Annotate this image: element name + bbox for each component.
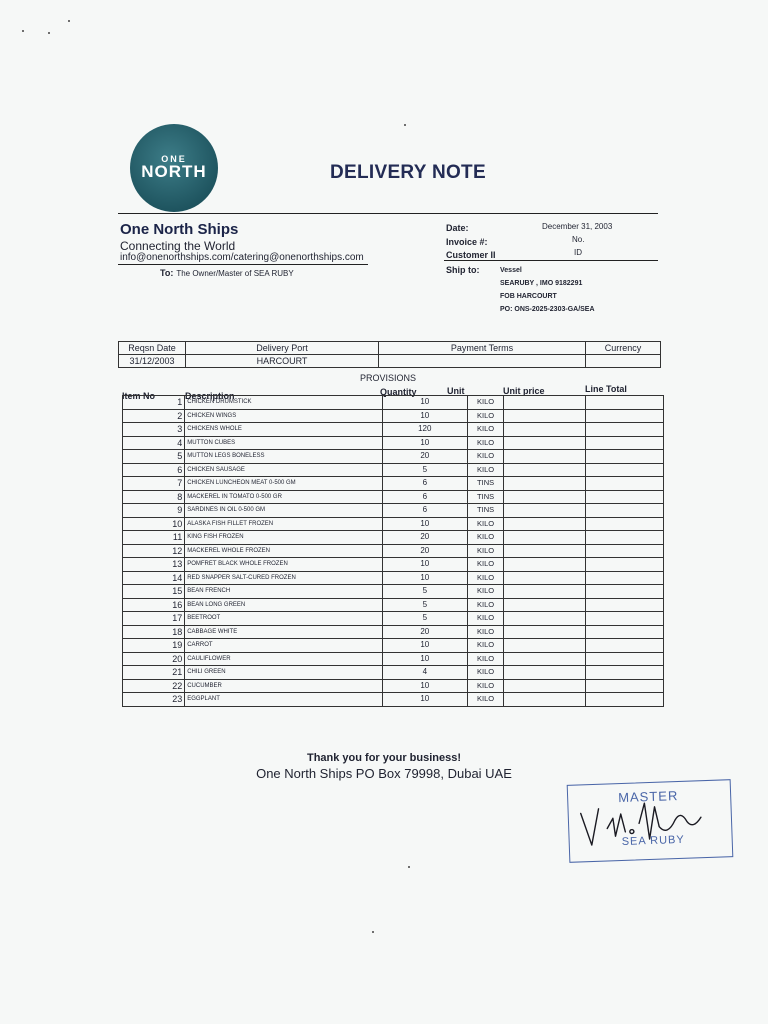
item-desc-cell: BEETROOT bbox=[185, 612, 383, 626]
item-unit-price-cell bbox=[504, 517, 586, 531]
item-line-total-cell bbox=[586, 585, 664, 599]
item-desc-cell: ALASKA FISH FILLET FROZEN bbox=[185, 517, 383, 531]
ship-to-label: Ship to: bbox=[446, 265, 480, 275]
item-unit-cell: KILO bbox=[467, 625, 504, 639]
company-email: info@onenorthships.com/catering@onenorthships.com bbox=[120, 252, 364, 263]
delivery-port-label: Delivery Port bbox=[186, 342, 379, 355]
table-row bbox=[123, 558, 664, 572]
item-line-total-cell bbox=[586, 639, 664, 653]
item-unit-cell: KILO bbox=[467, 409, 504, 423]
to-value: The Owner/Master of SEA RUBY bbox=[176, 269, 294, 278]
item-line-total-cell bbox=[586, 463, 664, 477]
stamp-line-1: MASTER bbox=[617, 788, 679, 806]
item-qty-cell: 10 bbox=[382, 396, 467, 410]
items-table bbox=[122, 395, 664, 707]
item-desc-cell: BEAN LONG GREEN bbox=[185, 598, 383, 612]
ship-line: PO: ONS-2025-2303-GA/SEA bbox=[500, 306, 595, 313]
item-desc-cell: CHICKEN LUNCHEON MEAT 0-500 GM bbox=[185, 477, 383, 491]
item-unit-price-cell bbox=[504, 652, 586, 666]
table-row bbox=[123, 598, 664, 612]
col-unit: Unit bbox=[447, 386, 465, 396]
item-unit-cell: KILO bbox=[467, 463, 504, 477]
item-unit-cell: KILO bbox=[467, 571, 504, 585]
item-line-total-cell bbox=[586, 436, 664, 450]
scan-speck bbox=[48, 32, 50, 34]
item-unit-price-cell bbox=[504, 396, 586, 410]
item-unit-cell: TINS bbox=[467, 504, 504, 518]
item-qty-cell: 10 bbox=[382, 571, 467, 585]
item-qty-cell: 4 bbox=[382, 666, 467, 680]
item-desc-cell: MUTTON LEGS BONELESS bbox=[185, 450, 383, 464]
item-no-cell: 21 bbox=[123, 666, 185, 680]
signature bbox=[568, 780, 733, 862]
item-line-total-cell bbox=[586, 625, 664, 639]
item-unit-cell: KILO bbox=[467, 517, 504, 531]
scan-speck bbox=[404, 124, 406, 126]
item-no-cell: 8 bbox=[123, 490, 185, 504]
item-unit-price-cell bbox=[504, 571, 586, 585]
item-unit-cell: KILO bbox=[467, 531, 504, 545]
table-row bbox=[123, 477, 664, 491]
item-unit-cell: KILO bbox=[467, 396, 504, 410]
item-qty-cell: 20 bbox=[382, 544, 467, 558]
table-row bbox=[123, 693, 664, 707]
item-line-total-cell bbox=[586, 409, 664, 423]
item-no-cell: 6 bbox=[123, 463, 185, 477]
item-qty-cell: 5 bbox=[382, 612, 467, 626]
item-no-cell: 15 bbox=[123, 585, 185, 599]
item-line-total-cell bbox=[586, 423, 664, 437]
details-divider bbox=[444, 260, 658, 261]
item-desc-cell: CHILI GREEN bbox=[185, 666, 383, 680]
item-unit-price-cell bbox=[504, 544, 586, 558]
item-no-cell: 11 bbox=[123, 531, 185, 545]
company-divider bbox=[118, 264, 368, 265]
item-qty-cell: 20 bbox=[382, 450, 467, 464]
ship-line: SEARUBY , IMO 9182291 bbox=[500, 280, 583, 287]
item-desc-cell: CAULIFLOWER bbox=[185, 652, 383, 666]
item-line-total-cell bbox=[586, 490, 664, 504]
table-row bbox=[123, 463, 664, 477]
item-desc-cell: CHICKEN WINGS bbox=[185, 409, 383, 423]
company-name: One North Ships bbox=[120, 221, 239, 238]
item-no-cell: 3 bbox=[123, 423, 185, 437]
item-unit-price-cell bbox=[504, 477, 586, 491]
item-unit-price-cell bbox=[504, 463, 586, 477]
customer-value: ID bbox=[574, 248, 582, 257]
order-header-table bbox=[118, 341, 661, 368]
item-no-cell: 2 bbox=[123, 409, 185, 423]
item-desc-cell: CHICKEN SAUSAGE bbox=[185, 463, 383, 477]
item-unit-cell: KILO bbox=[467, 544, 504, 558]
item-line-total-cell bbox=[586, 544, 664, 558]
item-no-cell: 4 bbox=[123, 436, 185, 450]
item-unit-price-cell bbox=[504, 558, 586, 572]
item-unit-cell: KILO bbox=[467, 679, 504, 693]
item-desc-cell: MACKEREL IN TOMATO 0-500 GR bbox=[185, 490, 383, 504]
item-unit-cell: KILO bbox=[467, 585, 504, 599]
item-unit-price-cell bbox=[504, 679, 586, 693]
col-description: Description bbox=[185, 391, 235, 401]
item-unit-cell: TINS bbox=[467, 477, 504, 491]
table-row bbox=[123, 504, 664, 518]
table-row bbox=[123, 639, 664, 653]
section-label: PROVISIONS bbox=[360, 373, 417, 383]
item-qty-cell: 20 bbox=[382, 531, 467, 545]
item-desc-cell: BEAN FRENCH bbox=[185, 585, 383, 599]
table-row bbox=[123, 652, 664, 666]
invoice-value: No. bbox=[572, 235, 585, 244]
item-qty-cell: 10 bbox=[382, 517, 467, 531]
reqsn-date-label: Reqsn Date bbox=[119, 342, 186, 355]
item-unit-price-cell bbox=[504, 612, 586, 626]
item-no-cell: 16 bbox=[123, 598, 185, 612]
item-line-total-cell bbox=[586, 652, 664, 666]
payment-terms-label: Payment Terms bbox=[379, 342, 586, 355]
currency-label: Currency bbox=[586, 342, 661, 355]
item-qty-cell: 5 bbox=[382, 598, 467, 612]
item-no-cell: 14 bbox=[123, 571, 185, 585]
company-logo bbox=[130, 124, 218, 212]
item-unit-price-cell bbox=[504, 531, 586, 545]
item-qty-cell: 20 bbox=[382, 625, 467, 639]
item-qty-cell: 6 bbox=[382, 477, 467, 491]
item-unit-cell: KILO bbox=[467, 693, 504, 707]
col-quantity: Quantity bbox=[380, 387, 417, 397]
table-row bbox=[123, 396, 664, 410]
item-qty-cell: 10 bbox=[382, 639, 467, 653]
item-desc-cell: POMFRET BLACK WHOLE FROZEN bbox=[185, 558, 383, 572]
logo-top-text: ONE bbox=[161, 154, 187, 164]
item-unit-cell: KILO bbox=[467, 666, 504, 680]
table-row bbox=[123, 666, 664, 680]
item-desc-cell: CUCUMBER bbox=[185, 679, 383, 693]
thanks-message: Thank you for your business! bbox=[306, 752, 462, 764]
item-desc-cell: CARROT bbox=[185, 639, 383, 653]
item-unit-price-cell bbox=[504, 598, 586, 612]
item-unit-price-cell bbox=[504, 423, 586, 437]
item-qty-cell: 6 bbox=[382, 504, 467, 518]
table-row bbox=[123, 531, 664, 545]
item-unit-cell: KILO bbox=[467, 450, 504, 464]
table-row bbox=[123, 571, 664, 585]
item-no-cell: 23 bbox=[123, 693, 185, 707]
item-line-total-cell bbox=[586, 693, 664, 707]
table-row bbox=[123, 409, 664, 423]
item-no-cell: 10 bbox=[123, 517, 185, 531]
item-no-cell: 7 bbox=[123, 477, 185, 491]
item-desc-cell: MUTTON CUBES bbox=[185, 436, 383, 450]
scan-speck bbox=[372, 931, 374, 933]
to-label: To: bbox=[160, 268, 174, 278]
item-qty-cell: 5 bbox=[382, 585, 467, 599]
item-unit-price-cell bbox=[504, 450, 586, 464]
item-no-cell: 5 bbox=[123, 450, 185, 464]
item-line-total-cell bbox=[586, 517, 664, 531]
logo-main-text: NORTH bbox=[141, 162, 207, 181]
table-row bbox=[123, 544, 664, 558]
item-qty-cell: 120 bbox=[382, 423, 467, 437]
item-desc-cell: CHICKEN DRUMSTICK bbox=[185, 396, 383, 410]
item-line-total-cell bbox=[586, 450, 664, 464]
table-row bbox=[123, 585, 664, 599]
table-row bbox=[123, 423, 664, 437]
table-row bbox=[123, 490, 664, 504]
currency-value bbox=[586, 355, 661, 368]
item-unit-cell: KILO bbox=[467, 436, 504, 450]
item-qty-cell: 10 bbox=[382, 652, 467, 666]
table-row bbox=[123, 517, 664, 531]
item-unit-price-cell bbox=[504, 585, 586, 599]
item-unit-price-cell bbox=[504, 625, 586, 639]
col-item-no: Item No bbox=[122, 391, 156, 401]
item-line-total-cell bbox=[586, 679, 664, 693]
item-desc-cell: SARDINES IN OIL 0-500 GM bbox=[185, 504, 383, 518]
item-unit-price-cell bbox=[504, 693, 586, 707]
date-value: December 31, 2003 bbox=[542, 222, 613, 231]
item-unit-cell: KILO bbox=[467, 612, 504, 626]
item-line-total-cell bbox=[586, 571, 664, 585]
scan-speck bbox=[22, 30, 24, 32]
recipient-line bbox=[160, 268, 294, 278]
invoice-label: Invoice #: bbox=[446, 237, 488, 247]
table-row bbox=[123, 612, 664, 626]
scan-speck bbox=[68, 20, 70, 22]
table-row bbox=[123, 625, 664, 639]
company-tagline: Connecting the World bbox=[120, 239, 236, 253]
item-qty-cell: 5 bbox=[382, 463, 467, 477]
item-no-cell: 1 bbox=[123, 396, 185, 410]
item-line-total-cell bbox=[586, 396, 664, 410]
item-desc-cell: EGGPLANT bbox=[185, 693, 383, 707]
item-no-cell: 22 bbox=[123, 679, 185, 693]
item-line-total-cell bbox=[586, 666, 664, 680]
item-no-cell: 12 bbox=[123, 544, 185, 558]
company-address: One North Ships PO Box 79998, Dubai UAE bbox=[256, 766, 512, 781]
item-line-total-cell bbox=[586, 612, 664, 626]
item-unit-price-cell bbox=[504, 666, 586, 680]
item-no-cell: 13 bbox=[123, 558, 185, 572]
ship-line: Vessel bbox=[500, 267, 522, 274]
item-unit-cell: KILO bbox=[467, 652, 504, 666]
table-row bbox=[123, 436, 664, 450]
customer-label: Customer II bbox=[446, 250, 496, 260]
table-row bbox=[123, 450, 664, 464]
item-no-cell: 18 bbox=[123, 625, 185, 639]
item-desc-cell: KING FISH FROZEN bbox=[185, 531, 383, 545]
item-unit-cell: TINS bbox=[467, 490, 504, 504]
item-no-cell: 9 bbox=[123, 504, 185, 518]
payment-terms-value bbox=[379, 355, 586, 368]
item-qty-cell: 10 bbox=[382, 558, 467, 572]
ship-to-block bbox=[500, 264, 595, 316]
item-unit-cell: KILO bbox=[467, 598, 504, 612]
item-qty-cell: 10 bbox=[382, 409, 467, 423]
item-line-total-cell bbox=[586, 531, 664, 545]
item-no-cell: 17 bbox=[123, 612, 185, 626]
item-unit-price-cell bbox=[504, 639, 586, 653]
document-title: DELIVERY NOTE bbox=[330, 162, 486, 183]
item-line-total-cell bbox=[586, 558, 664, 572]
reqsn-date-value: 31/12/2003 bbox=[119, 355, 186, 368]
item-line-total-cell bbox=[586, 504, 664, 518]
item-unit-cell: KILO bbox=[467, 423, 504, 437]
col-line-total: Line Total bbox=[585, 384, 627, 394]
item-qty-cell: 6 bbox=[382, 490, 467, 504]
item-no-cell: 20 bbox=[123, 652, 185, 666]
item-desc-cell: CHICKENS WHOLE bbox=[185, 423, 383, 437]
item-qty-cell: 10 bbox=[382, 693, 467, 707]
table-row bbox=[123, 679, 664, 693]
scan-speck bbox=[408, 866, 410, 868]
item-qty-cell: 10 bbox=[382, 679, 467, 693]
item-desc-cell: MACKEREL WHOLE FROZEN bbox=[185, 544, 383, 558]
item-unit-cell: KILO bbox=[467, 639, 504, 653]
item-unit-price-cell bbox=[504, 490, 586, 504]
item-desc-cell: CABBAGE WHITE bbox=[185, 625, 383, 639]
item-line-total-cell bbox=[586, 477, 664, 491]
delivery-port-value: HARCOURT bbox=[186, 355, 379, 368]
date-label: Date: bbox=[446, 223, 469, 233]
item-qty-cell: 10 bbox=[382, 436, 467, 450]
ship-line: FOB HARCOURT bbox=[500, 293, 557, 300]
item-unit-cell: KILO bbox=[467, 558, 504, 572]
item-line-total-cell bbox=[586, 598, 664, 612]
item-unit-price-cell bbox=[504, 504, 586, 518]
stamp-line-2: SEA RUBY bbox=[621, 833, 685, 848]
master-stamp bbox=[567, 779, 734, 863]
item-unit-price-cell bbox=[504, 436, 586, 450]
top-divider bbox=[118, 213, 658, 214]
item-no-cell: 19 bbox=[123, 639, 185, 653]
item-desc-cell: RED SNAPPER SALT-CURED FROZEN bbox=[185, 571, 383, 585]
col-unit-price: Unit price bbox=[503, 386, 545, 396]
item-unit-price-cell bbox=[504, 409, 586, 423]
